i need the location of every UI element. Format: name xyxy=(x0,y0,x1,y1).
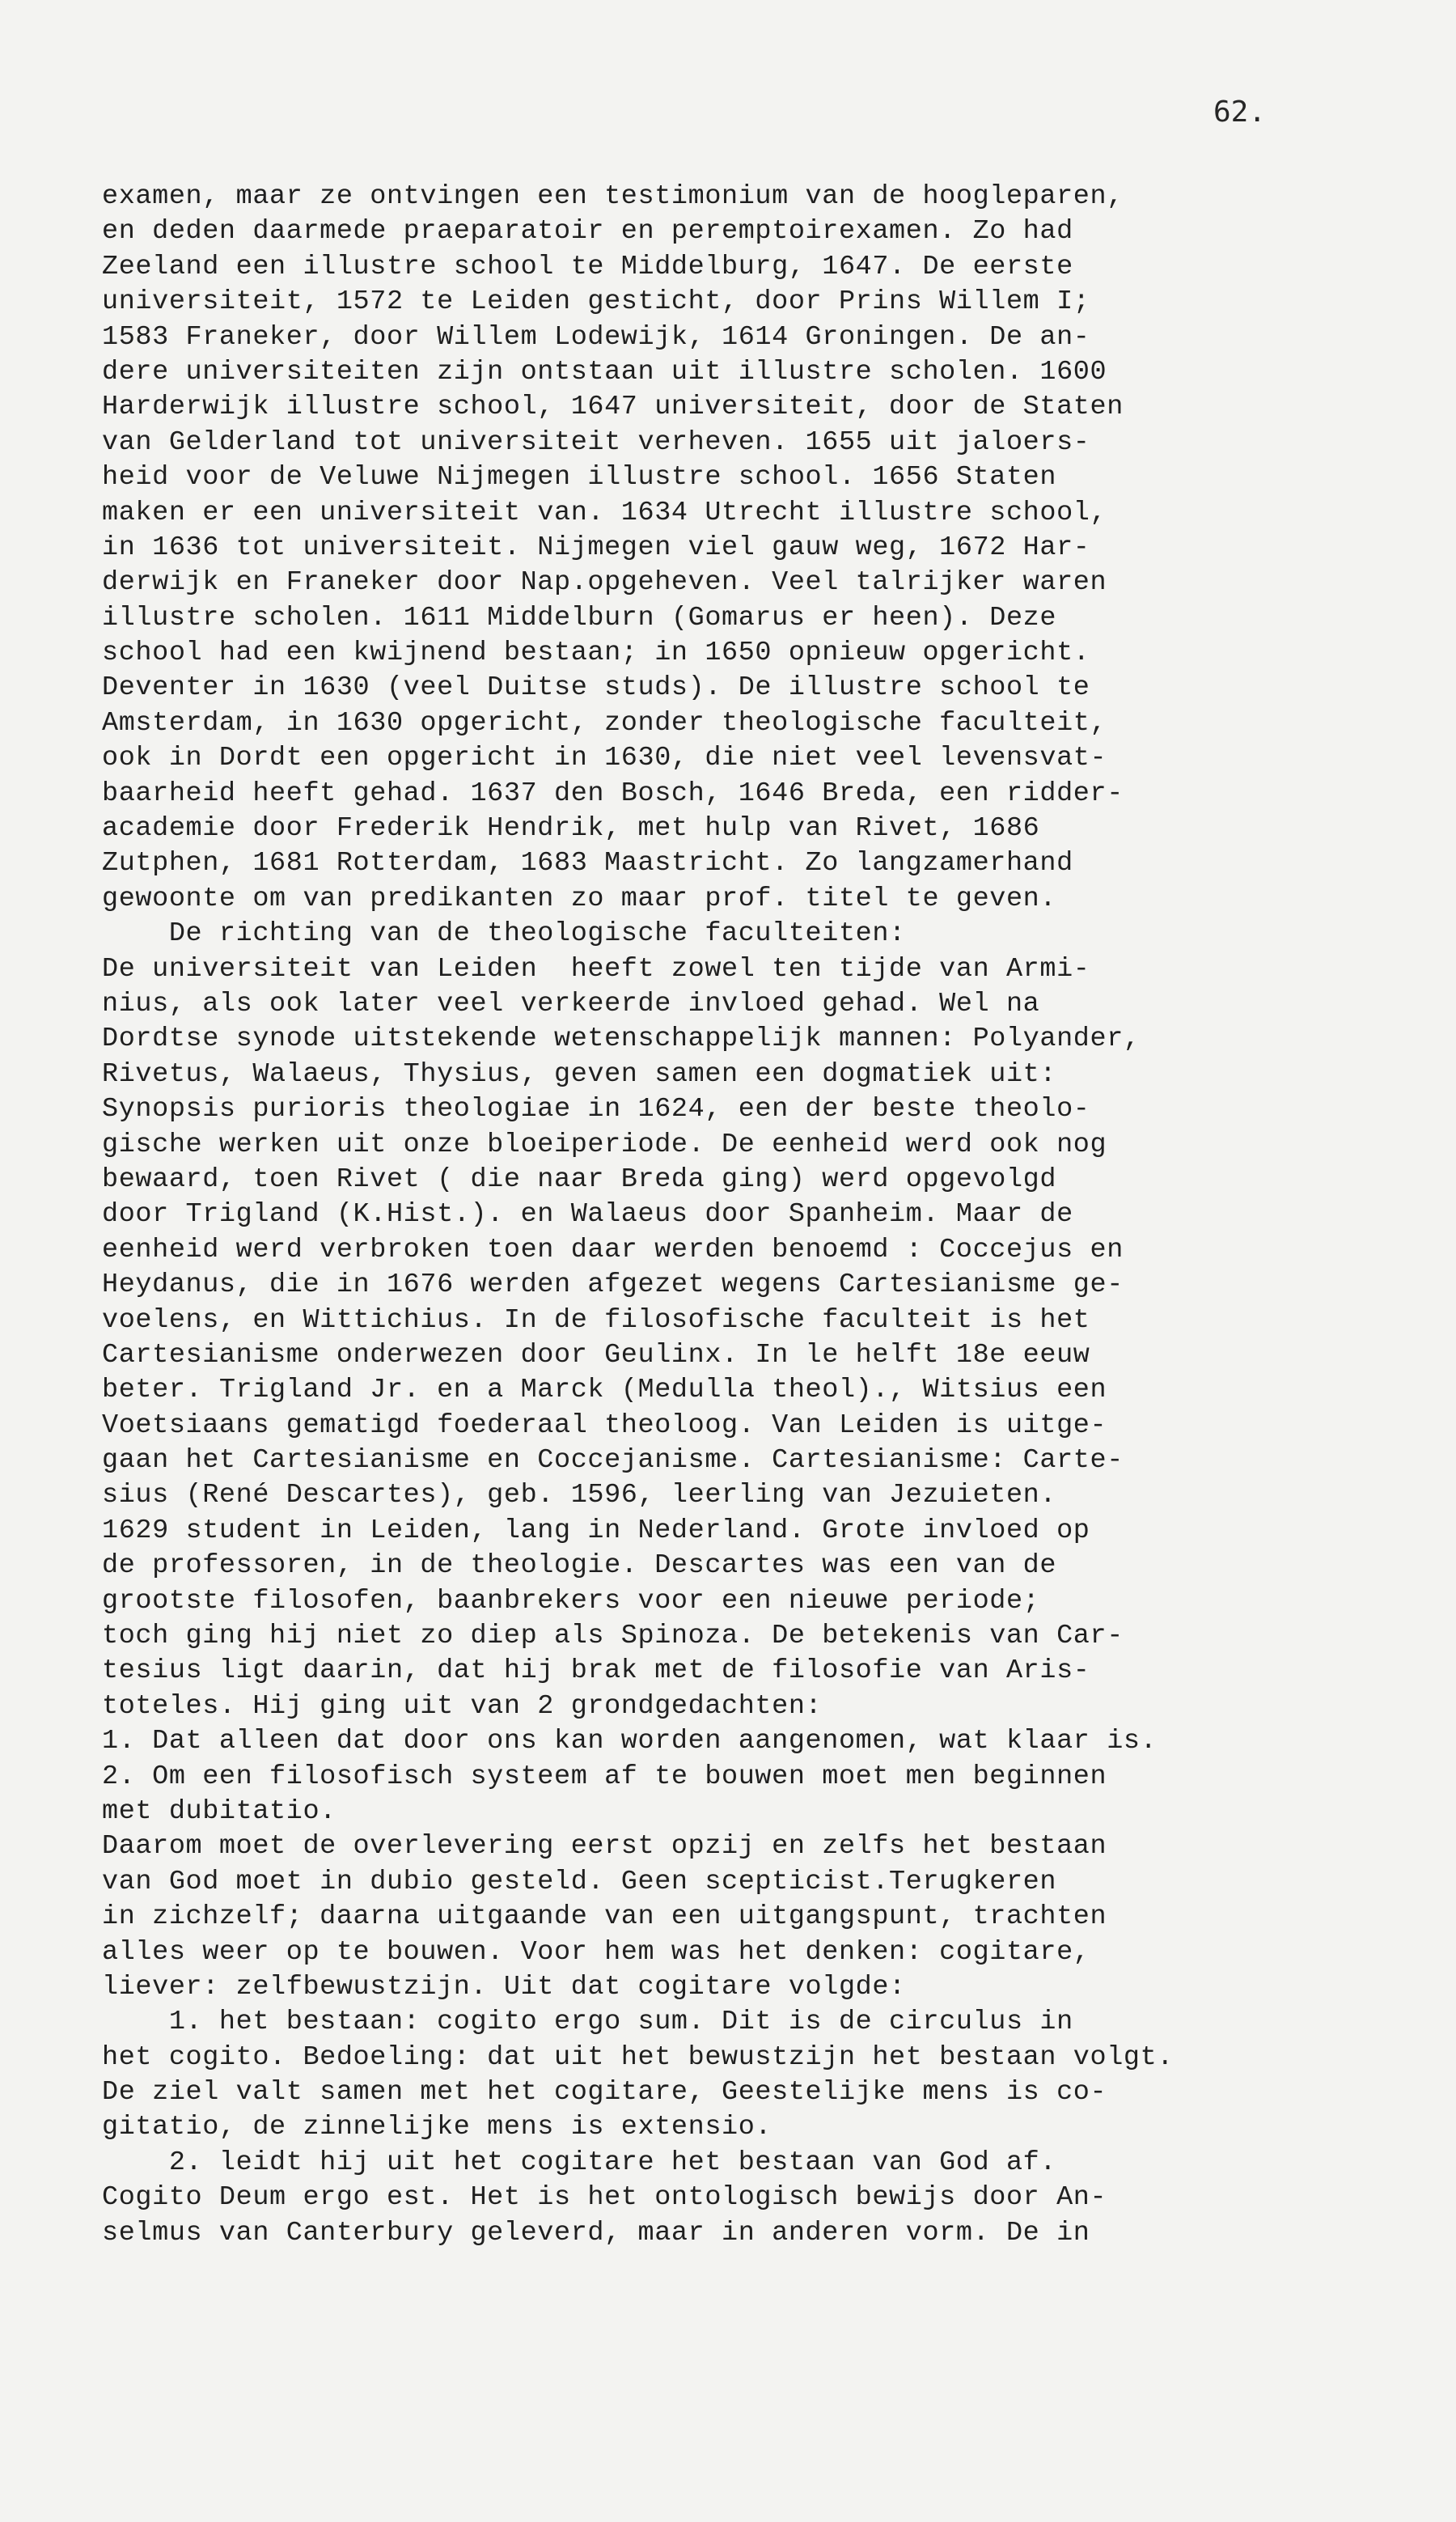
text-line: gitatio, de zinnelijke mens is extensio. xyxy=(102,2112,772,2143)
text-line: van God moet in dubio gesteld. Geen scepticist.Terugkeren xyxy=(102,1866,1057,1897)
text-line: tesius ligt daarin, dat hij brak met de filosofie van Aris- xyxy=(102,1655,1090,1687)
text-line: De richting van de theologische faculteiten: xyxy=(102,918,906,950)
text-line: in zichzelf; daarna uitgaande van een uitgangspunt, trachten xyxy=(102,1901,1107,1933)
text-line: 2. Om een filosofisch systeem af te bouwen moet men beginnen xyxy=(102,1761,1107,1792)
text-line: bewaard, toen Rivet ( die naar Breda ging) werd opgevolgd xyxy=(102,1164,1057,1195)
text-line: beter. Trigland Jr. en a Marck (Medulla theol)., Witsius een xyxy=(102,1375,1107,1406)
text-line: 1. het bestaan: cogito ergo sum. Dit is de circulus in xyxy=(102,2007,1073,2038)
text-line: Daarom moet de overlevering eerst opzij en zelfs het bestaan xyxy=(102,1831,1107,1863)
text-line: het cogito. Bedoeling: dat uit het bewustzijn het bestaan volgt. xyxy=(102,2041,1175,2073)
text-line: Amsterdam, in 1630 opgericht, zonder theologische faculteit, xyxy=(102,707,1107,739)
text-line: Zeeland een illustre school te Middelburg, 1647. De eerste xyxy=(102,251,1073,282)
text-line: gewoonte om van predikanten zo maar prof. titel te geven. xyxy=(102,883,1057,914)
text-line: gaan het Cartesianisme en Coccejanisme. Cartesianisme: Carte- xyxy=(102,1445,1124,1477)
text-line: De universiteit van Leiden heeft zowel ten tijde van Armi- xyxy=(102,953,1090,985)
text-line: Cartesianisme onderwezen door Geulinx. In le helft 18e eeuw xyxy=(102,1339,1090,1371)
text-line: alles weer op te bouwen. Voor hem was het denken: cogitare, xyxy=(102,1936,1090,1968)
text-line: academie door Frederik Hendrik, met hulp van Rivet, 1686 xyxy=(102,813,1040,845)
text-line: Synopsis purioris theologiae in 1624, een der beste theolo- xyxy=(102,1094,1090,1125)
text-line: heid voor de Veluwe Nijmegen illustre school. 1656 Staten xyxy=(102,462,1057,494)
text-line: Harderwijk illustre school, 1647 universiteit, door de Staten xyxy=(102,392,1124,423)
text-line: toteles. Hij ging uit van 2 grondgedachten: xyxy=(102,1690,823,1722)
text-line: De ziel valt samen met het cogitare, Geestelijke mens is co- xyxy=(102,2077,1107,2109)
text-line: Heydanus, die in 1676 werden afgezet wegens Cartesianisme ge- xyxy=(102,1269,1124,1301)
text-line: door Trigland (K.Hist.). en Walaeus door Spanheim. Maar de xyxy=(102,1199,1073,1231)
text-line: baarheid heeft gehad. 1637 den Bosch, 1646 Breda, een ridder- xyxy=(102,778,1124,809)
text-line: school had een kwijnend bestaan; in 1650 opnieuw opgericht. xyxy=(102,638,1090,669)
text-line: 1583 Franeker, door Willem Lodewijk, 1614 Groningen. De an- xyxy=(102,321,1090,353)
text-line: nius, als ook later veel verkeerde invloed gehad. Wel na xyxy=(102,988,1040,1019)
text-line: grootste filosofen, baanbrekers voor een nieuwe periode; xyxy=(102,1585,1040,1617)
text-line: Zutphen, 1681 Rotterdam, 1683 Maastricht. Zo langzamerhand xyxy=(102,848,1073,880)
text-line: van Gelderland tot universiteit verheven. 1655 uit jaloers- xyxy=(102,426,1090,458)
text-line: Dordtse synode uitstekende wetenschappelijk mannen: Polyander, xyxy=(102,1024,1141,1055)
text-line: en deden daarmede praeparatoir en peremptoirexamen. Zo had xyxy=(102,216,1073,248)
page-number: 62. xyxy=(1213,95,1267,129)
text-line: maken er een universiteit van. 1634 Utrecht illustre school, xyxy=(102,497,1107,528)
text-line: sius (René Descartes), geb. 1596, leerling van Jezuieten. xyxy=(102,1480,1057,1511)
text-line: Voetsiaans gematigd foederaal theoloog. Van Leiden is uitge- xyxy=(102,1409,1107,1441)
text-line: Cogito Deum ergo est. Het is het ontologisch bewijs door An- xyxy=(102,2182,1107,2214)
text-line: de professoren, in de theologie. Descartes was een van de xyxy=(102,1550,1057,1582)
typed-text-body xyxy=(102,180,1412,2251)
text-line: 1. Dat alleen dat door ons kan worden aangenomen, wat klaar is. xyxy=(102,1726,1158,1757)
text-line: met dubitatio. xyxy=(102,1795,336,1827)
text-line: eenheid werd verbroken toen daar werden benoemd : Coccejus en xyxy=(102,1234,1124,1265)
text-line: selmus van Canterbury geleverd, maar in anderen vorm. De in xyxy=(102,2217,1090,2249)
text-line: universiteit, 1572 te Leiden gesticht, door Prins Willem I; xyxy=(102,286,1090,318)
text-line: illustre scholen. 1611 Middelburn (Gomarus er heen). Deze xyxy=(102,602,1057,634)
text-line: Rivetus, Walaeus, Thysius, geven samen een dogmatiek uit: xyxy=(102,1058,1057,1090)
text-line: voelens, en Wittichius. In de filosofische faculteit is het xyxy=(102,1304,1090,1336)
text-line: ook in Dordt een opgericht in 1630, die niet veel levensvat- xyxy=(102,743,1107,774)
text-line: dere universiteiten zijn ontstaan uit illustre scholen. 1600 xyxy=(102,356,1107,388)
text-line: 1629 student in Leiden, lang in Nederland. Grote invloed op xyxy=(102,1515,1090,1546)
text-line: in 1636 tot universiteit. Nijmegen viel gauw weg, 1672 Har- xyxy=(102,532,1090,563)
text-line: derwijk en Franeker door Nap.opgeheven. Veel talrijker waren xyxy=(102,567,1107,599)
text-line: toch ging hij niet zo diep als Spinoza. De betekenis van Car- xyxy=(102,1621,1124,1652)
text-line: Deventer in 1630 (veel Duitse studs). De illustre school te xyxy=(102,672,1090,704)
text-line: liever: zelfbewustzijn. Uit dat cogitare volgde: xyxy=(102,1971,906,2003)
text-line: examen, maar ze ontvingen een testimonium van de hooglераren, xyxy=(102,181,1124,212)
text-line: gische werken uit onze bloeiperiode. De eenheid werd ook nog xyxy=(102,1129,1107,1160)
text-line: 2. leidt hij uit het cogitare het bestaan van God af. xyxy=(102,2147,1057,2178)
